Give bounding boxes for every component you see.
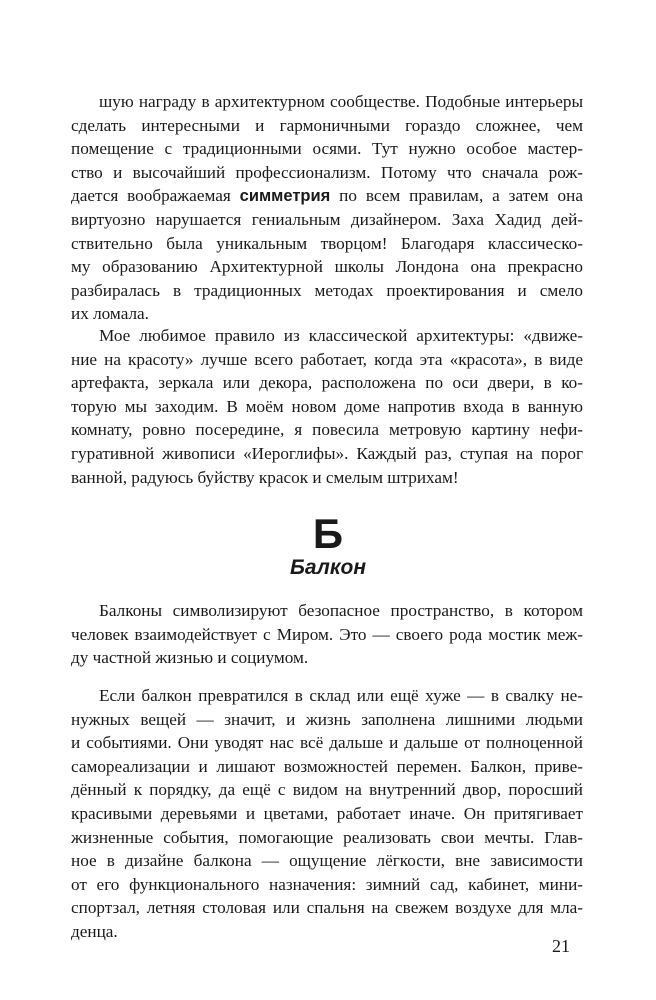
- section-title: Балкон: [289, 556, 367, 579]
- paragraph-movement-to-beauty: [71, 324, 583, 489]
- text-line: Если балкон превратился в склад или ещё хуже — в свалку не-: [99, 686, 583, 705]
- section-letter: Б: [312, 510, 344, 557]
- text-line: ванной, радуюсь буйству красок и смелым штрихам!: [71, 467, 459, 487]
- page-number: 21: [552, 936, 570, 956]
- text-line: Мое любимое правило из классической архитектуры: «движе-: [99, 326, 583, 345]
- text-line: человек взаимодействует с Миром. Это — своего рода мостик меж-: [71, 624, 583, 644]
- text-line: дается воображаемая симметрия по всем правилам, а затем она: [71, 186, 583, 206]
- text-line: разбиралась в традиционных методах проектирования и смело: [71, 280, 583, 300]
- emphasized-term: симметрия: [239, 187, 331, 206]
- text-line: ствительно была уникальным творцом! Благодаря классическо-: [71, 233, 583, 253]
- text-line: красивыми деревьями и цветами, работает иначе. Он притягивает: [71, 803, 583, 823]
- text-line: Балконы символизируют безопасное пространство, в котором: [99, 601, 583, 620]
- text-line: ние на красоту» лучше всего работает, когда эта «красота», в виде: [71, 349, 583, 369]
- text-line: сделать интересными и гармоничными гораздо сложнее, чем: [71, 115, 583, 135]
- text-line: их ломала.: [71, 304, 149, 324]
- text-line: ное в дизайне балкона — ощущение лёгкости, вне зависимости: [71, 851, 583, 871]
- text-line: торую мы заходим. В моём новом доме напротив входа в ванную: [71, 396, 583, 416]
- text-line: артефакта, зеркала или декора, расположена по оси двери, в ко-: [71, 373, 583, 393]
- text-line: жизненные события, помогающие реализовать свои мечты. Глав-: [71, 827, 583, 847]
- text-line: комнату, ровно посередине, я повесила метровую картину нефи-: [71, 420, 583, 440]
- text-line: дённый к порядку, да ещё с видом на внутренний двор, поросший: [71, 780, 583, 800]
- text-line: ду частной жизнью и социумом.: [71, 648, 309, 668]
- text-line: денца.: [71, 921, 118, 941]
- text-line: самореализации и лишают возможностей перемен. Балкон, приве-: [71, 756, 583, 776]
- text-line: помещение с традиционными осями. Тут нужно особое мастер-: [71, 139, 583, 159]
- paragraph-symmetry: [71, 90, 583, 326]
- text-line: виртуозно нарушается гениальным дизайнером. Заха Хадид дей-: [71, 209, 583, 229]
- paragraph-balconies-intro: [71, 599, 583, 670]
- text-line: нужных вещей — значит, и жизнь заполнена лишними людьми: [71, 709, 583, 729]
- text-line: и событиями. Они уводят нас всё дальше и дальше от полноценной: [71, 733, 583, 753]
- text-line: гуративной живописи «Иероглифы». Каждый раз, ступая на порог: [71, 443, 583, 463]
- text-line: спортзал, летняя столовая или спальня на свежем воздухе для мла-: [71, 898, 583, 918]
- text-line: шую награду в архитектурном сообществе. Подобные интерьеры: [99, 92, 583, 111]
- text-line: от его функционального назначения: зимний сад, кабинет, мини-: [71, 874, 583, 894]
- paragraph-balcony-clutter: [71, 684, 583, 944]
- text-line: ство и высочайший профессионализм. Потому что сначала рож-: [71, 162, 583, 182]
- text-line: му образованию Архитектурной школы Лондона она прекрасно: [71, 257, 583, 277]
